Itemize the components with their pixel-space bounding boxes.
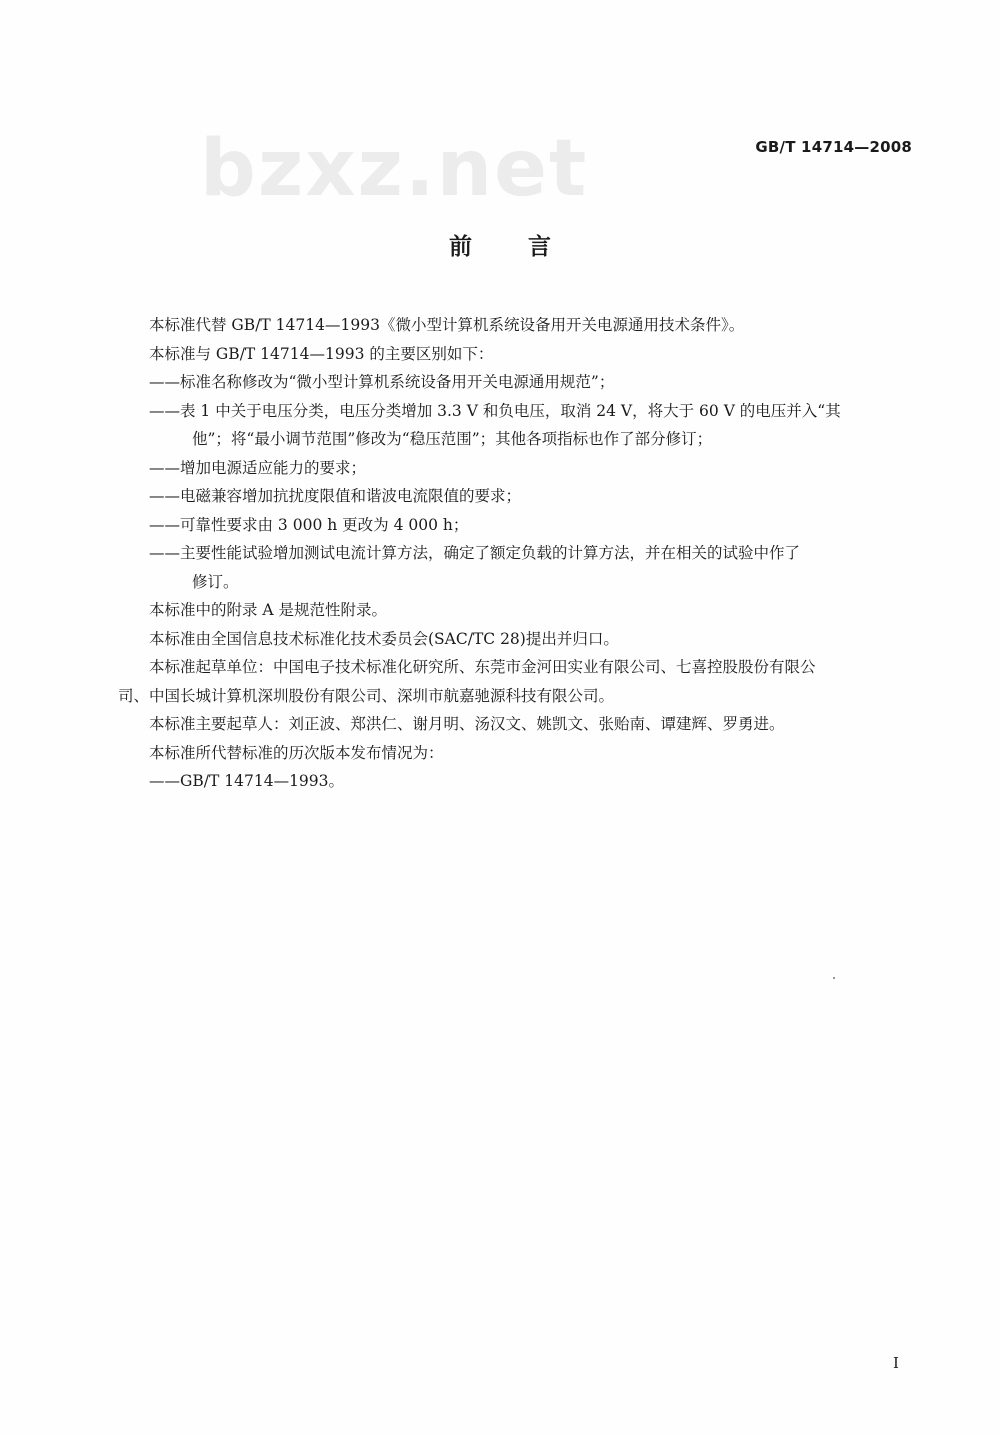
speck [833, 977, 835, 979]
paragraph-differences-intro: 本标准与 GB/T 14714—1993 的主要区别如下： [149, 344, 494, 363]
list-item-tests-line1: ——主要性能试验增加测试电流计算方法，确定了额定负载的计算方法，并在相关的试验中作了 [149, 544, 801, 562]
list-item-voltage-line2: 他”；将“最小调节范围”修改为“稳压范围”；其他各项指标也作了部分修订； [192, 430, 713, 448]
list-item-power-adaptability: ——增加电源适应能力的要求； [149, 458, 367, 477]
paragraph-history-intro: 本标准所代替标准的历次版本发布情况为： [149, 743, 444, 762]
watermark: bzxz.net [200, 124, 589, 214]
list-item-voltage-line1: ——表 1 中关于电压分类，电压分类增加 3.3 V 和负电压，取消 24 V，将大于 60 V 的电压并入“其 [149, 401, 841, 420]
page-title: 前言 [449, 234, 607, 260]
paragraph-annex: 本标准中的附录 A 是规范性附录。 [149, 601, 388, 619]
paragraph-drafting-units-line1: 本标准起草单位：中国电子技术标准化研究所、东莞市金河田实业有限公司、七喜控股股份有限公 [149, 658, 816, 676]
paragraph-replaces: 本标准代替 GB/T 14714—1993《微小型计算机系统设备用开关电源通用技术条件》。 [149, 316, 745, 334]
list-item-name-change: ——标准名称修改为“微小型计算机系统设备用开关电源通用规范”； [149, 373, 615, 391]
standard-number: GB/T 14714—2008 [755, 138, 912, 156]
list-item-emc: ——电磁兼容增加抗扰度限值和谐波电流限值的要求； [149, 487, 522, 505]
paragraph-committee: 本标准由全国信息技术标准化技术委员会(SAC/TC 28)提出并归口。 [149, 629, 619, 648]
list-item-reliability: ——可靠性要求由 3 000 h 更改为 4 000 h； [149, 515, 469, 534]
list-item-history: ——GB/T 14714—1993。 [149, 772, 345, 790]
foreword-body [118, 311, 918, 796]
list-item-tests-line2: 修订。 [192, 572, 239, 591]
paragraph-drafters: 本标准主要起草人：刘正波、郑洪仁、谢月明、汤汉文、姚凯文、张贻南、谭建辉、罗勇进。 [149, 715, 785, 733]
paragraph-drafting-units-line2: 司、中国长城计算机深圳股份有限公司、深圳市航嘉驰源科技有限公司。 [118, 686, 615, 705]
page-number: I [893, 1354, 899, 1372]
